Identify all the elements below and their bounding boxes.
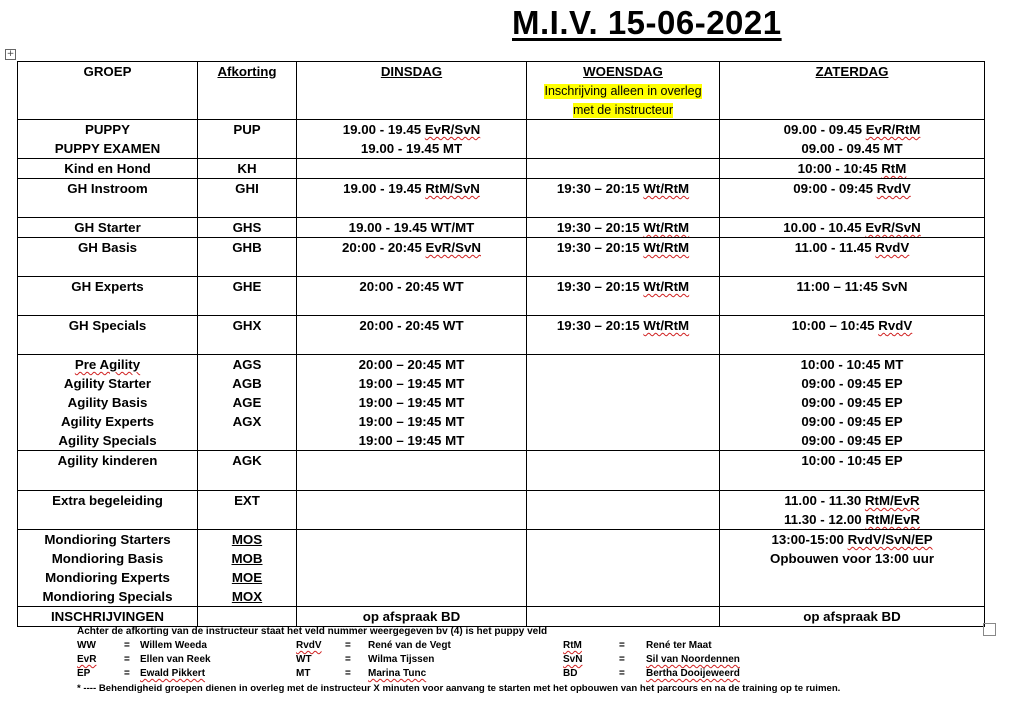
groep-cell [18, 159, 198, 179]
woensdag-note-line-1: Inschrijving alleen in overleg [544, 84, 702, 98]
time-text: 19:30 – 20:15 [556, 240, 644, 255]
time-text: 19:30 – 20:15 [556, 181, 644, 196]
instructor-code: Wt/RtM [643, 181, 690, 196]
time-text: 09:00 - 09:45 EP [801, 414, 903, 429]
header-dinsdag: DINSDAG [297, 62, 527, 120]
zaterdag-cell [720, 218, 985, 238]
group-name: Mondioring Specials [42, 589, 173, 604]
legend-eq: = [345, 640, 351, 651]
dinsdag-cell [297, 491, 527, 530]
legend-eq: = [345, 654, 351, 665]
afkorting-cell [198, 607, 297, 627]
legend-abbr: EP [77, 668, 91, 679]
dinsdag-cell [297, 530, 527, 607]
groep-cell [18, 238, 198, 277]
footer-remark: * ---- Behendigheid groepen dienen in overleg met de instructeur X minuten voor aanvang te starten met het opbouwen van het parcours en na de training op te ruimen. [77, 683, 841, 694]
groep-cell [18, 218, 198, 238]
group-name: Agility Starter [63, 376, 152, 391]
time-text: 10:00 - 10:45 [797, 161, 882, 176]
instructor-code: RtM [881, 161, 907, 176]
time-text: 09:00 - 09:45 EP [801, 395, 903, 410]
zaterdag-cell [720, 179, 985, 218]
zaterdag-cell [720, 316, 985, 355]
dinsdag-cell [297, 159, 527, 179]
time-text: 19.00 - 19.45 MT [360, 141, 463, 156]
legend-name: Marina Tunc [368, 668, 427, 679]
woensdag-cell [527, 530, 720, 607]
time-text: 10:00 – 10:45 [791, 318, 879, 333]
group-name: Mondioring Starters [44, 532, 171, 547]
afkorting-cell [198, 218, 297, 238]
time-slot [529, 316, 717, 335]
group-name: Agility Basis [67, 395, 148, 410]
time-slot [299, 316, 524, 335]
group-code: KH [237, 161, 257, 176]
time-slot [299, 412, 524, 431]
afkorting-cell [198, 316, 297, 355]
group-code: AGK [232, 453, 262, 468]
header-row [18, 62, 985, 120]
group-code: GHI [235, 181, 259, 196]
zaterdag-cell [720, 355, 985, 451]
instructor-code: RvdV [878, 318, 913, 333]
time-slot [722, 355, 982, 374]
table-row [18, 120, 985, 159]
time-text: 09:00 - 09:45 EP [801, 376, 903, 391]
table-row [18, 316, 985, 355]
groep-cell [18, 120, 198, 159]
table-row [18, 530, 985, 607]
time-slot [722, 277, 982, 296]
instructor-code: RtM/EvR [864, 493, 920, 508]
instructor-code: EvR/RtM [865, 122, 921, 137]
time-text: 19:00 – 19:45 MT [358, 414, 465, 429]
instructor-code: Wt/RtM [643, 220, 690, 235]
afkorting-cell [198, 179, 297, 218]
group-code: PUP [233, 122, 261, 137]
legend-name: René van de Vegt [368, 640, 451, 651]
header-woensdag [527, 62, 720, 120]
table-row [18, 277, 985, 316]
zaterdag-cell [720, 530, 985, 607]
time-text: 19:30 – 20:15 [556, 220, 644, 235]
time-text: 19:00 – 19:45 MT [358, 376, 465, 391]
instructor-code: Wt/RtM [643, 240, 690, 255]
group-name: GH Instroom [67, 181, 148, 196]
group-name: Agility Specials [58, 433, 157, 448]
time-text: 20:00 - 20:45 WT [359, 318, 464, 333]
groep-cell [18, 355, 198, 451]
time-slot [722, 238, 982, 257]
legend-eq: = [619, 654, 625, 665]
zaterdag-cell [720, 238, 985, 277]
group-code: MOE [231, 570, 263, 585]
time-text: 20:00 - 20:45 WT [359, 279, 464, 294]
time-slot [722, 120, 982, 139]
woensdag-cell [527, 159, 720, 179]
time-slot [722, 607, 982, 626]
instructor-code: RtM/SvN [425, 181, 480, 196]
woensdag-cell [527, 277, 720, 316]
time-slot [722, 159, 982, 178]
group-name: Mondioring Experts [45, 570, 170, 585]
instructor-code: EvR/SvN [424, 122, 481, 137]
legend-abbr: EvR [77, 654, 97, 665]
time-text: 11.00 - 11.45 [794, 240, 876, 255]
time-text: 19:30 – 20:15 [556, 279, 644, 294]
group-name: Agility Experts [60, 414, 155, 429]
table-row [18, 238, 985, 277]
time-text: 13:00-15:00 [771, 532, 848, 547]
time-slot [722, 393, 982, 412]
legend-eq: = [619, 640, 625, 651]
woensdag-note-line-2: met de instructeur [572, 103, 674, 117]
group-code: AGS [232, 357, 262, 372]
groep-cell [18, 607, 198, 627]
time-text: 09.00 - 09.45 MT [801, 141, 903, 156]
afkorting-cell [198, 530, 297, 607]
legend-name: Wilma Tijssen [368, 654, 435, 665]
zaterdag-cell [720, 120, 985, 159]
time-slot [529, 238, 717, 257]
schedule-table [17, 61, 985, 627]
instructor-code: RvdV [876, 181, 911, 196]
afkorting-cell [198, 491, 297, 530]
time-slot [722, 412, 982, 431]
legend-abbr: MT [296, 668, 311, 679]
zaterdag-cell [720, 451, 985, 491]
group-code: GHE [232, 279, 262, 294]
woensdag-label: WOENSDAG [583, 64, 663, 79]
legend-name: Sil van Noordennen [646, 654, 740, 665]
legend-name: René ter Maat [646, 640, 712, 651]
table-row [18, 355, 985, 451]
time-text: 19.00 - 19.45 [342, 122, 425, 137]
dinsdag-cell [297, 218, 527, 238]
table-row [18, 491, 985, 530]
header-groep: GROEP [18, 62, 198, 120]
time-text: 20:00 - 20:45 [342, 240, 426, 255]
time-slot [299, 179, 524, 198]
dinsdag-cell [297, 120, 527, 159]
time-text: 09:00 - 09:45 [793, 181, 877, 196]
dinsdag-cell [297, 179, 527, 218]
group-name: PUPPY [84, 122, 131, 137]
table-resize-handle-icon[interactable] [983, 623, 996, 636]
time-text: Opbouwen voor 13:00 uur [769, 551, 935, 566]
groep-cell [18, 491, 198, 530]
time-slot [299, 238, 524, 257]
afkorting-cell [198, 451, 297, 491]
time-text: 10:00 - 10:45 EP [801, 453, 903, 468]
dinsdag-cell [297, 277, 527, 316]
page-title: M.I.V. 15-06-2021 [512, 4, 782, 41]
group-code: GHS [232, 220, 262, 235]
group-code: MOB [231, 551, 263, 566]
group-code: MOX [231, 589, 263, 604]
time-slot [722, 549, 982, 568]
time-slot [299, 355, 524, 374]
legend-name: Willem Weeda [140, 640, 207, 651]
time-slot [722, 431, 982, 450]
time-text: 09:00 - 09:45 EP [801, 433, 903, 448]
time-slot [722, 218, 982, 237]
dinsdag-cell [297, 451, 527, 491]
table-move-handle-icon[interactable]: + [6, 49, 15, 59]
time-text: 19.00 - 19.45 WT/MT [348, 220, 475, 235]
group-code: AGX [232, 414, 262, 429]
groep-cell [18, 530, 198, 607]
time-text: 10:00 - 10:45 MT [800, 357, 904, 372]
group-name: Pre Agility [74, 357, 141, 372]
woensdag-cell [527, 120, 720, 159]
dinsdag-cell [297, 316, 527, 355]
group-name: GH Specials [68, 318, 147, 333]
time-text: 20:00 – 20:45 MT [358, 357, 465, 372]
time-slot [299, 431, 524, 450]
group-name: INSCHRIJVINGEN [50, 609, 165, 624]
group-name: GH Experts [71, 279, 144, 294]
legend-name: Bertha Dooijeweerd [646, 668, 740, 679]
groep-cell [18, 179, 198, 218]
group-code: EXT [234, 493, 260, 508]
time-text: op afspraak BD [362, 609, 461, 624]
legend-abbr: WT [296, 654, 312, 665]
woensdag-cell [527, 491, 720, 530]
legend-abbr: SvN [563, 654, 583, 665]
time-text: 09.00 - 09.45 [783, 122, 866, 137]
instructor-code: RvdV [875, 240, 910, 255]
woensdag-cell [527, 355, 720, 451]
groep-cell [18, 451, 198, 491]
instructor-code: Wt/RtM [643, 279, 690, 294]
group-name: GH Starter [74, 220, 141, 235]
group-name: Extra begeleiding [52, 493, 163, 508]
woensdag-cell [527, 451, 720, 491]
dinsdag-cell [297, 238, 527, 277]
time-slot [299, 218, 524, 237]
group-code: MOS [231, 532, 263, 547]
time-slot [529, 218, 717, 237]
time-text: 11.00 - 11.30 [784, 493, 865, 508]
afkorting-cell [198, 355, 297, 451]
legend-abbr: RtM [563, 640, 582, 651]
zaterdag-cell [720, 491, 985, 530]
time-slot [299, 120, 524, 139]
time-text: 11.30 - 12.00 [784, 512, 866, 527]
legend-eq: = [124, 654, 130, 665]
dinsdag-cell [297, 607, 527, 627]
instructor-code: RvdV/SvN/EP [847, 532, 933, 547]
legend-abbr: WW [77, 640, 96, 651]
table-row [18, 451, 985, 491]
table-row [18, 218, 985, 238]
legend-eq: = [345, 668, 351, 679]
zaterdag-cell [720, 159, 985, 179]
time-slot [722, 510, 982, 529]
group-name: Mondioring Basis [51, 551, 164, 566]
time-slot [722, 316, 982, 335]
afkorting-cell [198, 277, 297, 316]
dinsdag-cell [297, 355, 527, 451]
instructor-code: EvR/SvN [865, 220, 921, 235]
legend-abbr: BD [563, 668, 578, 679]
legend-eq: = [619, 668, 625, 679]
legend-abbr: RvdV [296, 640, 322, 651]
zaterdag-cell [720, 277, 985, 316]
legend-name: Ellen van Reek [140, 654, 211, 665]
group-code: AGB [232, 376, 262, 391]
table-row [18, 179, 985, 218]
time-slot [722, 530, 982, 549]
time-slot [722, 374, 982, 393]
time-text: 19:00 – 19:45 MT [358, 395, 465, 410]
group-code: GHX [232, 318, 262, 333]
table-row [18, 607, 985, 627]
woensdag-cell [527, 607, 720, 627]
woensdag-cell [527, 316, 720, 355]
time-text: 10.00 - 10.45 [783, 220, 866, 235]
groep-cell [18, 277, 198, 316]
time-slot [529, 277, 717, 296]
time-slot [722, 179, 982, 198]
legend-eq: = [124, 668, 130, 679]
time-slot [299, 139, 524, 158]
afkorting-cell [198, 238, 297, 277]
time-slot [299, 374, 524, 393]
woensdag-cell [527, 238, 720, 277]
afkorting-cell [198, 159, 297, 179]
group-code: AGE [232, 395, 262, 410]
time-slot [529, 179, 717, 198]
time-text: 19:00 – 19:45 MT [358, 433, 465, 448]
instructor-code: Wt/RtM [643, 318, 690, 333]
time-slot [722, 139, 982, 158]
time-text: 19.00 - 19.45 [343, 181, 426, 196]
legend-name: Ewald Pikkert [140, 668, 206, 679]
instructor-code: RtM/EvR [865, 512, 920, 527]
table-row [18, 159, 985, 179]
zaterdag-cell [720, 607, 985, 627]
group-code: GHB [232, 240, 262, 255]
time-slot [722, 491, 982, 510]
time-slot [299, 277, 524, 296]
time-slot [722, 451, 982, 470]
footer-note: Achter de afkorting van de instructeur staat het veld nummer weergegeven bv (4) is het puppy veld [77, 626, 548, 637]
header-afkorting: Afkorting [198, 62, 297, 120]
header-zaterdag: ZATERDAG [720, 62, 985, 120]
afkorting-cell [198, 120, 297, 159]
time-slot [299, 607, 524, 626]
groep-cell [18, 316, 198, 355]
woensdag-cell [527, 218, 720, 238]
legend-eq: = [124, 640, 130, 651]
time-text: op afspraak BD [803, 609, 901, 624]
instructor-code: EvR/SvN [425, 240, 481, 255]
time-slot [299, 393, 524, 412]
group-name: PUPPY EXAMEN [54, 141, 161, 156]
group-name: Agility kinderen [57, 453, 158, 468]
group-name: Kind en Hond [64, 161, 151, 176]
time-text: 11:00 – 11:45 SvN [796, 279, 908, 294]
woensdag-cell [527, 179, 720, 218]
time-text: 19:30 – 20:15 [556, 318, 644, 333]
group-name: GH Basis [77, 240, 138, 255]
